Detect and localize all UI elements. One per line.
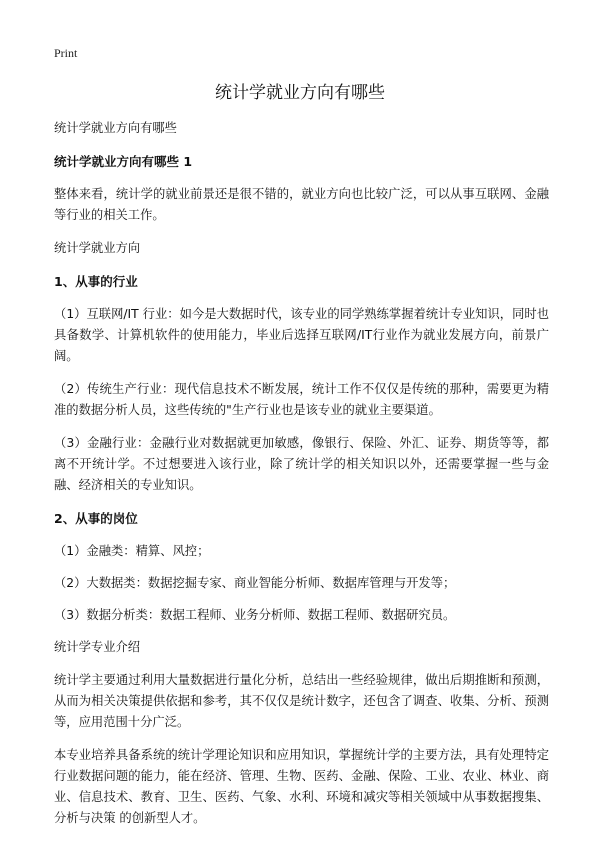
major-paragraph-overview: 统计学主要通过利用大量数据进行量化分析，总结出一些经验规律，做出后期推断和预测，从而为相关决策提供依据和参考，其不仅仅是统计数字，还包含了调查、收集、分析、预测等，应用范围十分广泛。 xyxy=(54,673,549,729)
intro-paragraph: 整体来看，统计学的就业前景还是很不错的，就业方向也比较广泛，可以从事互联网、金融等行业的相关工作。 xyxy=(54,187,549,222)
direction-label: 统计学就业方向 xyxy=(54,241,141,255)
industry-item-traditional: （2）传统生产行业：现代信息技术不断发展，统计工作不仅仅是传统的那种，需要更为精准的数据分析人员，这些传统的"生产行业也是该专业的就业主要渠道。 xyxy=(54,382,549,417)
major-label: 统计学专业介绍 xyxy=(54,640,141,654)
document-body xyxy=(54,118,549,841)
major-paragraph-training: 本专业培养具备系统的统计学理论知识和应用知识，掌握统计学的主要方法，具有处理特定行业数据问题的能力，能在经济、管理、生物、医药、金融、保险、工业、农业、林业、商业、信息技术、教育、卫生、医药、气象、水利、环境和减灾等相关领域中从事数据搜集、分析与决策 的创新型人才。 xyxy=(54,748,549,825)
section-heading: 统计学就业方向有哪些 1 xyxy=(54,154,193,169)
industry-item-internet: （1）互联网/IT 行业：如今是大数据时代，该专业的同学熟练掌握着统计专业知识，同时也具备数学、计算机软件的使用能力，毕业后选择互联网/IT行业作为就业发展方向，前景广阔。 xyxy=(54,307,549,363)
position-heading: 2、从事的岗位 xyxy=(54,511,138,526)
subtitle: 统计学就业方向有哪些 xyxy=(54,121,177,135)
industry-item-finance: （3）金融行业：金融行业对数据就更加敏感，像银行、保险、外汇、证券、期货等等，都离不开统计学。不过想要进入该行业，除了统计学的相关知识以外，还需要掌握一些与金融、经济相关的专业知识。 xyxy=(54,436,549,492)
position-item-finance: （1）金融类：精算、风控； xyxy=(54,544,210,558)
print-label: Print xyxy=(54,46,78,60)
document-title: 统计学就业方向有哪些 xyxy=(215,83,385,103)
position-item-analysis: （3）数据分析类：数据工程师、业务分析师、数据工程师、数据研究员。 xyxy=(54,608,456,622)
industry-heading: 1、从事的行业 xyxy=(54,274,138,289)
position-item-bigdata: （2）大数据类：数据挖掘专家、商业智能分析师、数据库管理与开发等； xyxy=(54,576,456,590)
